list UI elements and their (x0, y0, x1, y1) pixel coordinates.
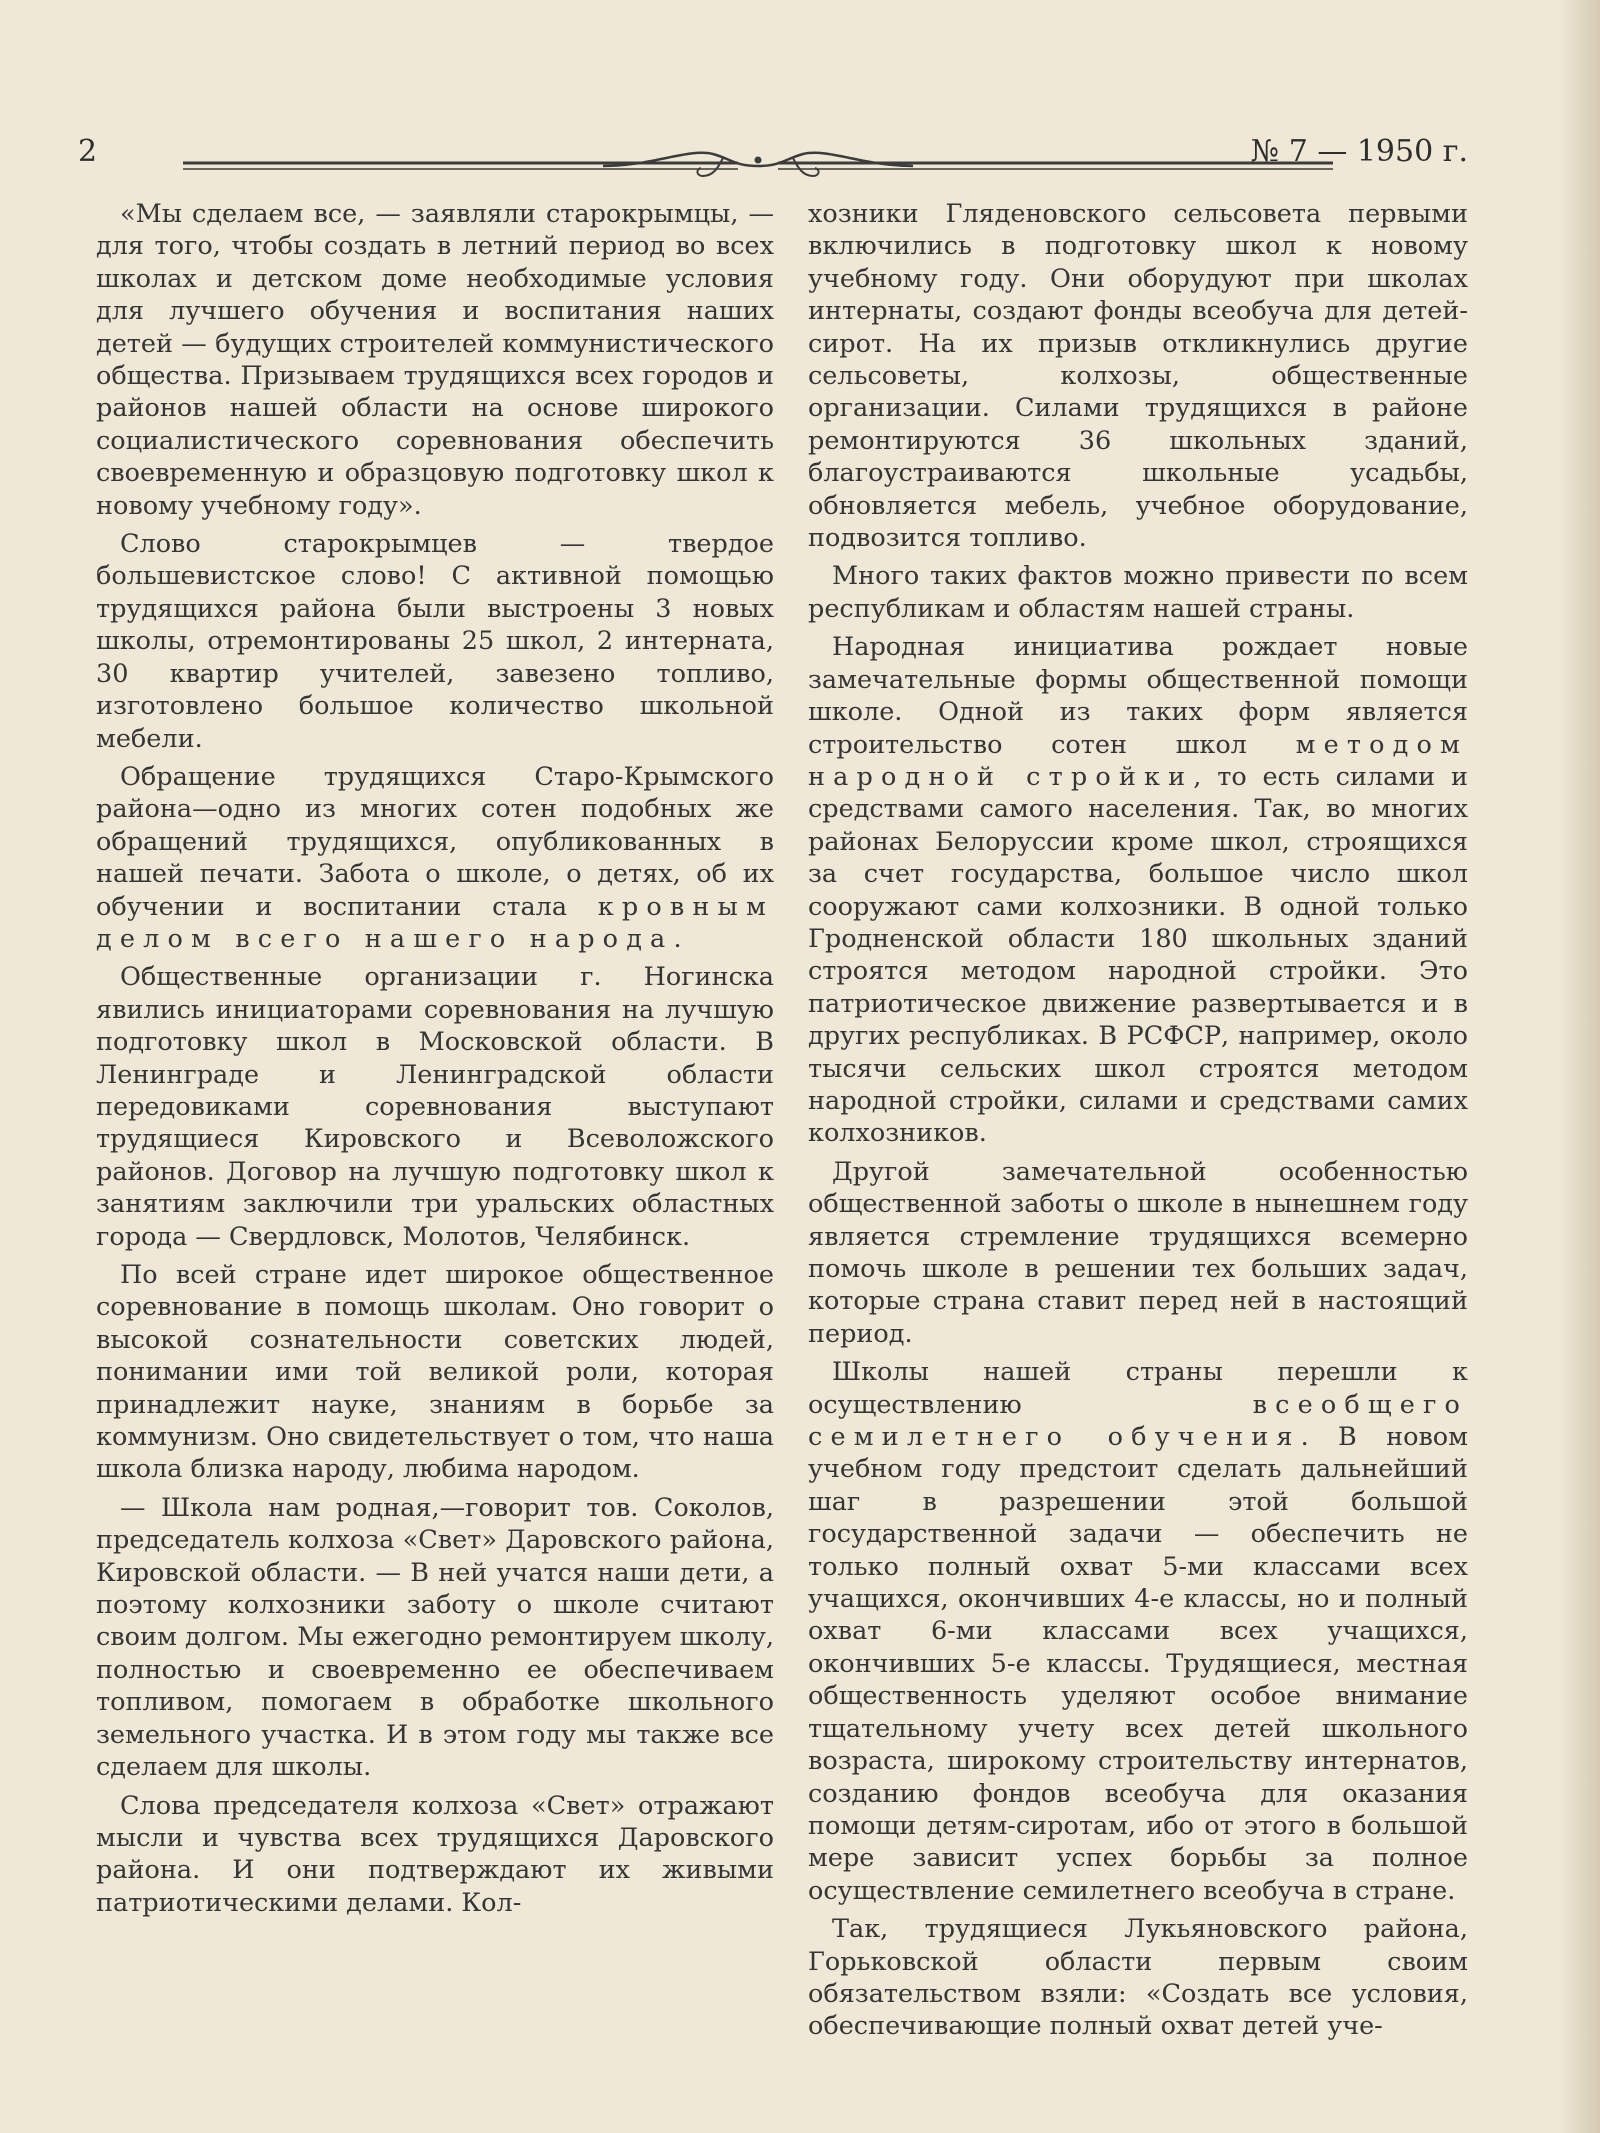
paragraph: Слова председателя колхоза «Свет» отражают мысли и чувства всех трудящихся Даровского района. И они подтверждают их живыми патриотическими делами. Кол- (96, 1790, 774, 1918)
page-number: 2 (78, 134, 98, 169)
spaced-emphasis: методом народной стройки (808, 729, 1468, 792)
page-header (78, 132, 1468, 192)
page-edge-shadow (1560, 0, 1600, 2133)
header-ornament-divider (183, 142, 1333, 186)
paragraph-text: , то есть силами и средствами самого населения. Так, во многих районах Белоруссии кроме школ, строящихся за счет государства, большое число школ сооружают сами колхозники. В одной только Гродненской области 180 школьных зданий строятся методом народной стройки. Это патриотическое движение развертывается и в других республиках. В РСФСР, например, около тысячи сельских школ строятся методом народной стройки, силами и средствами самих колхозников. (808, 761, 1468, 1149)
paragraph (808, 631, 1468, 1150)
paragraph-text: . (673, 923, 682, 954)
text-column-left (96, 198, 774, 1925)
paragraph: Другой замечательной особенностью общественной заботы о школе в нынешнем году является стремление трудящихся всемерно помочь школе в решении тех больших задач, которые страна ставит перед ней в настоящий период. (808, 1156, 1468, 1349)
issue-number: № 7 — 1950 г. (1250, 134, 1468, 169)
paragraph (808, 1356, 1468, 1907)
paragraph: Слово старокрымцев — твердое большевистское слово! С активной помощью трудящихся района были выстроены 3 новых школы, отремонтированы 25 школ, 2 интерната, 30 квартир учителей, завезено топливо, изготовлено большое количество школьной мебели. (96, 529, 774, 754)
text-column-right (808, 198, 1468, 2049)
paragraph-text: Школы нашей страны перешли к осуществлению (808, 1357, 1468, 1420)
paragraph-continued: хозники Гляденовского сельсовета первыми включились в подготовку школ к новому учебному году. Они оборудуют при школах интернаты, создают фонды всеобуча для детей-сирот. На их призыв откликнулись другие сельсоветы, колхозы, общественные организации. Силами трудящихся в районе ремонтируются 36 школьных зданий, благоустраиваются школьные усадьбы, обновляется мебель, учебное оборудование, подвозится топливо. (808, 199, 1468, 554)
paragraph: Общественные организации г. Ногинска явились инициаторами соревнования на лучшую подготовку школ в Московской области. В Ленинграде и Ленинградской области передовиками соревнования выступают трудящиеся Кировского и Всеволожского районов. Договор на лучшую подготовку школ к занятиям заключили три уральских областных города — Свердловск, Молотов, Челябинск. (96, 962, 774, 1252)
paragraph-text: Обращение трудящихся Старо-Крымского района—одно из многих сотен подобных же обращений трудящихся, опубликованных в нашей печати. Забота о школе, о детях, об их обучении и воспитании стала (96, 761, 774, 922)
paragraph (96, 761, 774, 955)
paragraph: Много таких фактов можно привести по всем республикам и областям нашей страны. (808, 561, 1468, 624)
spaced-emphasis: всеобщего семилетнего обучения (808, 1389, 1468, 1453)
paragraph: Так, трудящиеся Лукьяновского района, Горьковской области первым своим обязательством взяли: «Создать все условия, обеспечивающие полный охват детей уче- (808, 1914, 1468, 2042)
paragraph: «Мы сделаем все, — заявляли старокрымцы, — для того, чтобы создать в летний период во всех школах и детском доме необходимые условия для лучшего обучения и воспитания наших детей — будущих строителей коммунистического общества. Призываем трудящихся всех городов и районов нашей области на основе широкого социалистического соревнования обеспечить своевременную и образцовую подготовку школ к новому учебному году». (96, 199, 774, 521)
paragraph: — Школа нам родная,—говорит тов. Соколов, председатель колхоза «Свет» Даровского района, Кировской области. — В ней учатся наши дети, а поэтому колхозники заботу о школе считают своим долгом. Мы ежегодно ремонтируем школу, полностью и своевременно ее обеспечиваем топливом, помогаем в обработке школьного земельного участка. И в этом году мы также все сделаем для школы. (96, 1492, 774, 1783)
spaced-emphasis: кровным делом всего нашего народа (96, 891, 774, 954)
paragraph-text: Народная инициатива рождает новые замечательные формы общественной помощи школе. Одной из таких форм является строительство сотен школ (808, 632, 1468, 760)
paragraph: По всей стране идет широкое общественное соревнование в помощь школам. Оно говорит о высокой сознательности советских людей, понимании ими той великой роли, которая принадлежит науке, знаниям в борьбе за коммунизм. Оно свидетельствует о том, что наша школа близка народу, любима народом. (96, 1260, 774, 1485)
paragraph-text: . В новом учебном году предстоит сделать дальнейший шаг в разрешении этой большой государственной задачи — обеспечить не только полный охват 5-ми классами всех учащихся, окончивших 4-е классы, но и полный охват 6-ми классами всех учащихся, окончивших 5-е классы. Трудящиеся, местная общественность уделяют особое внимание тщательному учету всех детей школьного возраста, широкому строительству интернатов, созданию фондов всеобуча для оказания помощи детям-сиротам, ибо от этого в большой мере зависит успех борьбы за полное осуществление семилетнего всеобуча в стране. (808, 1422, 1468, 1906)
